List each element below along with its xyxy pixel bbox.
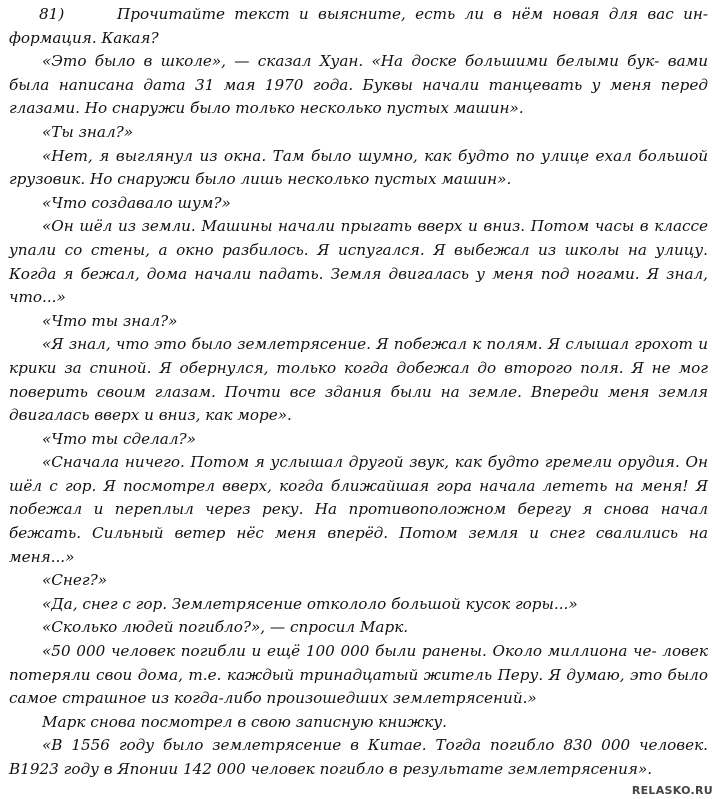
- paragraph: «Это было в школе», — сказал Хуан. «На доске большими белыми бук- вами была написана дата 31 мая 1970 года. Буквы начали танцевать у меня перед глазами. Но снаружи было только несколько пустых машин».: [9, 52, 708, 118]
- paragraph: «Что ты знал?»: [42, 311, 178, 330]
- paragraph: «Сначала ничего. Потом я услышал другой звук, как будто гремели орудия. Он шёл с гор. Я посмотрел вверх, когда ближайшая гора начала лететь на меня! Я побежал и переплыл через реку. На противоположном берегу я снова начал бежать. Сильный ветер нёс меня вперёд. Потом земля и снег свалились на меня...»: [9, 453, 708, 566]
- paragraph: «Ты знал?»: [42, 122, 134, 141]
- exercise-number: 81): [39, 5, 65, 23]
- paragraph: «Снег?»: [42, 571, 108, 590]
- exercise-instruction: Прочитайте текст и выясните, есть ли в нём новая для вас ин- формация. Какая?: [9, 5, 708, 47]
- paragraph: Марк снова посмотрел в свою записную книжку.: [42, 712, 447, 731]
- paragraph: «Да, снег с гор. Землетрясение откололо большой кусок горы...»: [42, 594, 578, 613]
- paragraph: «Нет, я выглянул из окна. Там было шумно, как будто по улице ехал большой грузовик. Но снаружи было лишь несколько пустых машин».: [9, 146, 708, 189]
- paragraph: «Что создавало шум?»: [42, 193, 231, 212]
- exercise-header: [9, 3, 708, 50]
- paragraph: «В 1556 году было землетрясение в Китае. Тогда погибло 830 000 человек. В1923 году в Японии 142 000 человек погибло в результате землетрясения».: [9, 736, 708, 778]
- paragraph: «Он шёл из земли. Машины начали прыгать вверх и вниз. Потом часы в классе упали со стены, а окно разбилось. Я испугался. Я выбежал из школы на улицу. Когда я бежал, дома начали падать. Земля двигалась у меня под ногами. Я знал, что...»: [9, 217, 708, 307]
- paragraph: «Я знал, что это было землетрясение. Я побежал к полям. Я слышал грохот и крики за спиной. Я обернулся, только когда добежал до второго поля. Я не мог поверить своим глазам. Почти все здания были на земле. Впереди меня земля двигалась вверх и вниз, как море».: [9, 335, 708, 425]
- paragraph: «Что ты сделал?»: [42, 429, 196, 448]
- paragraph: «Сколько людей погибло?», — спросил Марк.: [42, 618, 409, 637]
- site-watermark: RELASKO.RU: [631, 784, 713, 797]
- exercise-text: [9, 3, 708, 782]
- paragraph: «50 000 человек погибли и ещё 100 000 были ранены. Около миллиона че- ловек потеряли свои дома, т.е. каждый тринадцатый житель Перу. Я думаю, это было самое страшное из когда-либо произошедших землетрясений.»: [9, 642, 708, 708]
